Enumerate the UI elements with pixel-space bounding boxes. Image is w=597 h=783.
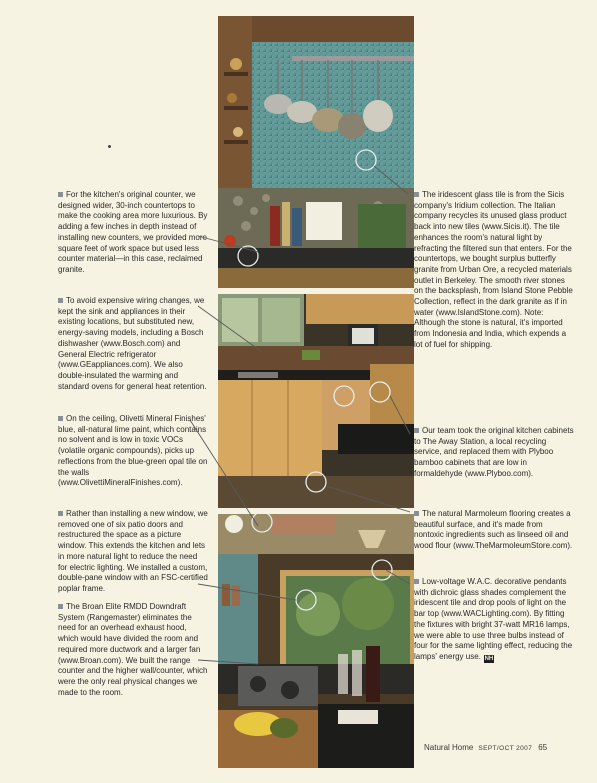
paragraph-text: The iridescent glass tile is from the Sicis company's Iridium collection. The Italian company recycles its unused glass product back into new tiles (www.Sicis.it). The tile enhances the room's natural light by refracting the filtered sun that enters. For the countertops, we bought surplus butterfly granite from Urban Ore, a recycled materials outlet in Berkeley. The smooth river stones on the backsplash, from Island Stone Pebble Collection, reflect in the dark granite as if in water (www.IslandStone.com). Note: Although the stone is natural, it's imported from Indonesia and India, which expends a lot of fuel for shipping. <box>414 190 573 349</box>
paragraph-text: The Broan Elite RMDD Downdraft System (Rangemaster) eliminates the need for an overhead exhaust hood, which would have divided the room and required more ductwork and a larger fan (www.Broan.com). We built the range counter and the higher wall/counter, which were the only real physical changes we made to the room. <box>58 602 208 697</box>
paragraph-text: On the ceiling, Olivetti Mineral Finishes' blue, all-natural lime paint, which contains no solvent and is low in toxic VOCs (volatile organic compounds), picks up reflections from the blue-green opal tile on the walls (www.OlivettiMineralFinishes.com). <box>58 414 208 488</box>
paragraph-text: Our team took the original kitchen cabinets to The Away Station, a local recycling service, and replaced them with Plyboo bamboo cabinets that are low in formaldehyde (www.Plyboo.com). <box>414 426 574 478</box>
magazine-name: Natural Home <box>424 743 474 752</box>
issue-date: SEPT/OCT 2007 <box>478 745 533 752</box>
end-of-article-icon: NH <box>484 655 494 662</box>
paragraph-text: The natural Marmoleum flooring creates a beautiful surface, and it's made from nontoxic ingredients such as linseed oil and wood flour (www.TheMarmoleumStore.com). <box>414 509 573 551</box>
page-footer <box>424 743 574 752</box>
paragraph-text: For the kitchen's original counter, we designed wider, 30-inch countertops to make the cooking area more luxurious. By adding a few inches in depth instead of installing new counters, we provided more square feet of work space but used less counter material—in this case, reclaimed granite. <box>58 190 208 274</box>
paragraph-text: Low-voltage W.A.C. decorative pendants with dichroic glass shades complement the iridescent tile and drop pools of light on the bar top (www.WACLighting.com). By fitting the fixtures with bright 37-watt MR16 lamps, we were able to use three bulbs instead of four for the same lighting effect, reducing the lamps' energy use. <box>414 577 573 661</box>
paragraph-text: Rather than installing a new window, we removed one of six patio doors and restructured the space as a picture window. This extends the kitchen and lets in more natural light to reduce the need for electric lighting. We installed a custom, double-pane window with an FSC-certified poplar frame. <box>58 509 208 593</box>
page-number: 65 <box>538 743 548 752</box>
paragraph-text: To avoid expensive wiring changes, we kept the sink and appliances in their existing locations, but substituted new, energy-saving models, including a Bosch dishwasher (www.Bosch.com) and General Electric refrigerator (www.GEappliances.com). We also double-insulated the warming and standard ovens for general heat retention. <box>58 296 207 391</box>
